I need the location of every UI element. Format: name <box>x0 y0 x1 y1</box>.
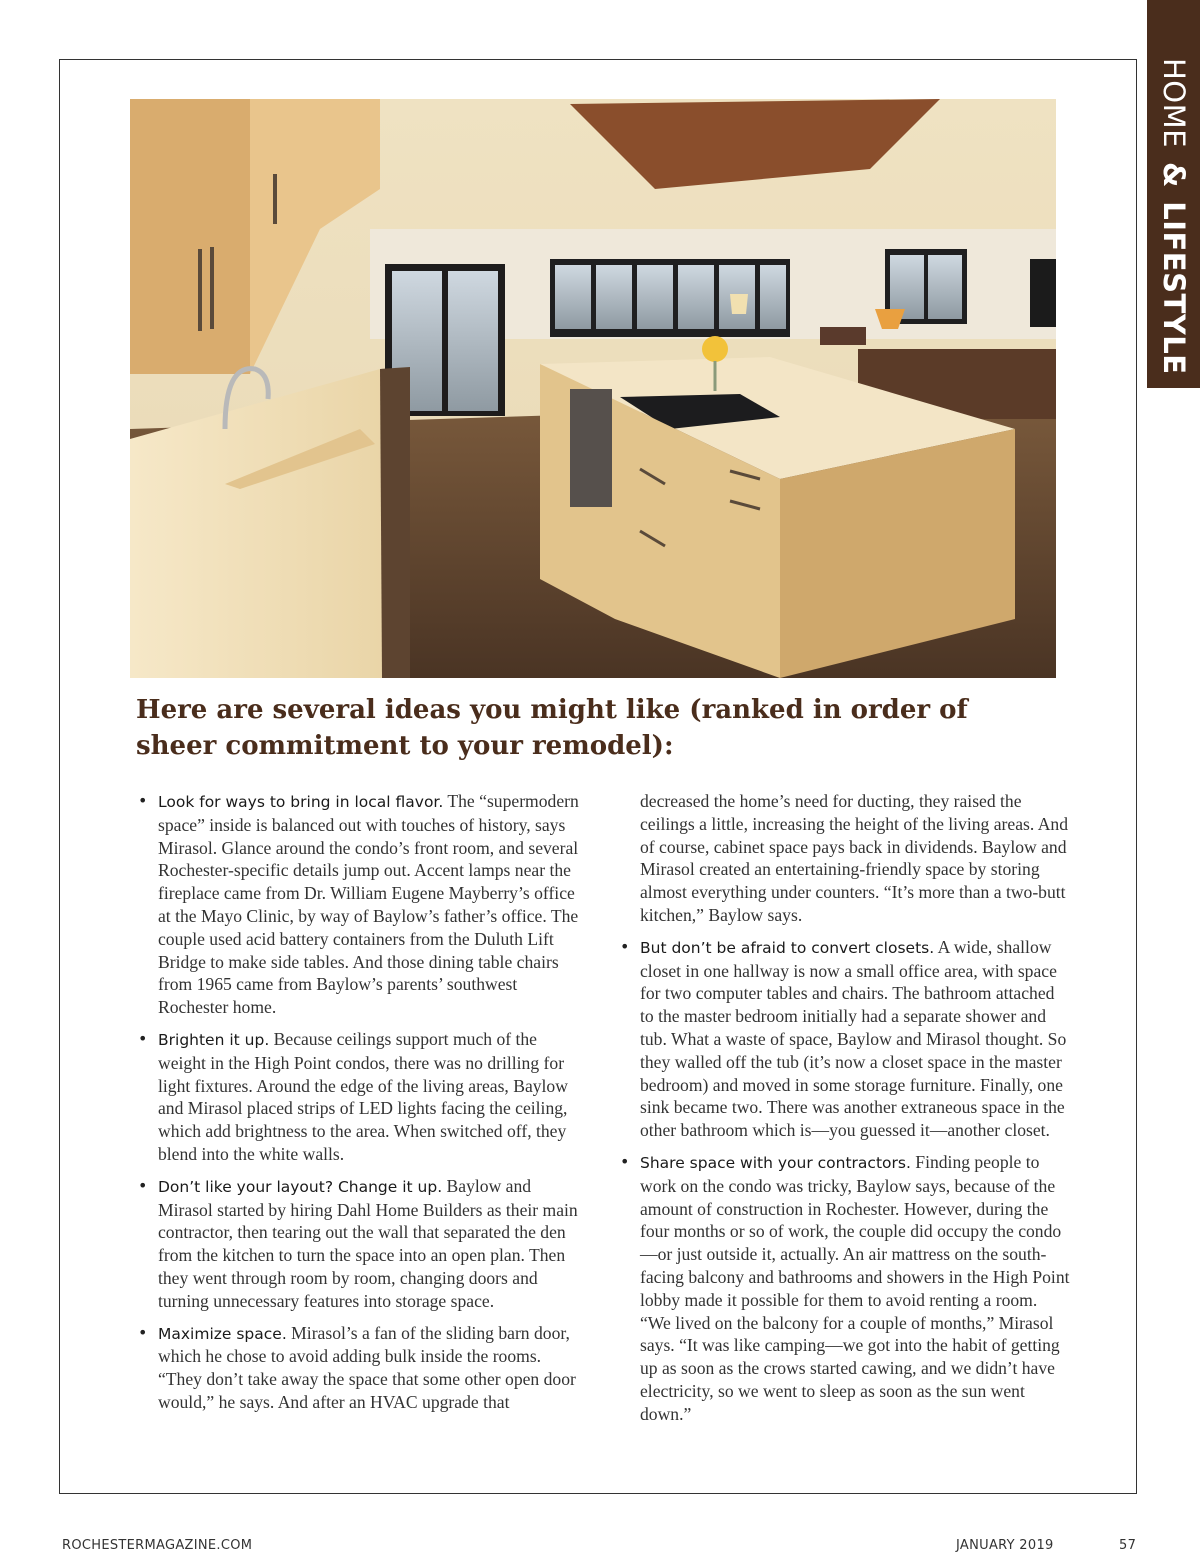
list-item <box>136 1175 588 1313</box>
section-tab-label <box>1151 58 1196 375</box>
list-item <box>136 790 588 1019</box>
left-column <box>136 790 588 1423</box>
tab-word-lifestyle: LIFESTYLE <box>1157 201 1191 375</box>
ampersand-logo: & <box>1157 161 1191 188</box>
list-item <box>136 1322 588 1414</box>
bullet-icon: • <box>138 1175 148 1195</box>
item-lead: Don’t like your layout? Change it up. <box>158 1177 443 1196</box>
page-number: 57 <box>1119 1538 1137 1553</box>
item-lead: Share space with your contractors. <box>640 1153 911 1172</box>
item-body: A wide, shallow closet in one hallway is now a small office area, with space for two computer tables and chairs. The bathroom attached to the master bedroom initially had a separate shower and tub. What a waste of space, Baylow and Mirasol thought. So they walled off the tub (it’s now a closet space in the master bedroom) and moved in some storage furniture. Finally, one sink became two. There was another extraneous space in the other bathroom which is—you guessed it—another closet. <box>640 936 1067 1141</box>
bullet-icon: • <box>620 936 630 956</box>
item-body: Baylow and Mirasol started by hiring Dahl Home Builders as their main contractor, then tearing out the wall that separated the den from the kitchen to turn the space into an open plan. Then they went through room by room, changing doors and turning unnecessary features into storage space. <box>158 1175 578 1311</box>
item-body: Because ceilings support much of the weight in the High Point condos, there was no drilling for light fixtures. Around the edge of the living areas, Baylow and Mirasol placed strips of LED lights facing the ceiling, which add brightness to the area. When switched off, they blend into the white walls. <box>158 1028 568 1164</box>
footer-date: JANUARY 2019 <box>956 1538 1054 1553</box>
item-lead: Look for ways to bring in local flavor. <box>158 793 444 811</box>
headline: Here are several ideas you might like (ranked in order of sheer commitment to your remodel): <box>136 695 968 761</box>
item-lead: Maximize space. <box>158 1324 287 1343</box>
item-lead: But don’t be afraid to convert closets. <box>640 938 935 957</box>
kitchen-illustration <box>130 99 1056 678</box>
continuation-paragraph: decreased the home’s need for ducting, they raised the ceilings a little, increasing the height of the living areas. And of course, cabinet space pays back in dividends. Baylow and Mirasol created an entertaining-friendly space by storing almost everything under counters. “It’s more than a two-butt kitchen,” Baylow says. <box>640 791 1068 925</box>
item-body: Finding people to work on the condo was tricky, Baylow says, because of the amount of construction in Rochester. However, during the four months or so of work, the couple did occupy the condo—or just outside it, actually. An air mattress on the south-facing balcony and bathrooms and showers in the High Point lobby made it possible for them to avoid renting a room. “We lived on the balcony for a couple of months,” Mirasol says. “It was like camping—we got into the habit of getting up as soon as the crows started cawing, and we didn’t have electricity, so we went to sleep as soon as the sun went down.” <box>640 1151 1070 1424</box>
list-item <box>136 1028 588 1166</box>
item-body: Mirasol’s a fan of the sliding barn door, which he chose to avoid adding bulk inside the rooms. “They don’t take away the space that some other open door would,” he says. And after an HVAC upgrade that <box>158 1322 576 1412</box>
list-item <box>618 936 1070 1142</box>
bullet-icon: • <box>620 1151 630 1171</box>
bullet-icon: • <box>138 1028 148 1048</box>
item-body: The “supermodern space” inside is balanced out with touches of history, says Mirasol. Glance around the condo’s front room, and several Rochester-specific details jump out. Accent lamps near the fireplace came from Dr. William Eugene Mayberry’s office at the Mayo Clinic, by way of Baylow’s father’s office. The couple used acid battery containers from the Duluth Lift Bridge to make side tables. And those dining table chairs from 1965 came from Baylow’s parents’ southwest Rochester home. <box>158 791 579 1018</box>
kitchen-photo <box>130 99 1056 678</box>
item-lead: Brighten it up. <box>158 1030 270 1049</box>
tab-word-home: HOME <box>1157 58 1191 148</box>
footer-site-link[interactable]: ROCHESTERMAGAZINE.COM <box>62 1538 253 1553</box>
list-item <box>618 1151 1070 1426</box>
right-column <box>618 790 1070 1435</box>
bullet-icon: • <box>138 791 148 810</box>
bullet-icon: • <box>138 1322 148 1342</box>
